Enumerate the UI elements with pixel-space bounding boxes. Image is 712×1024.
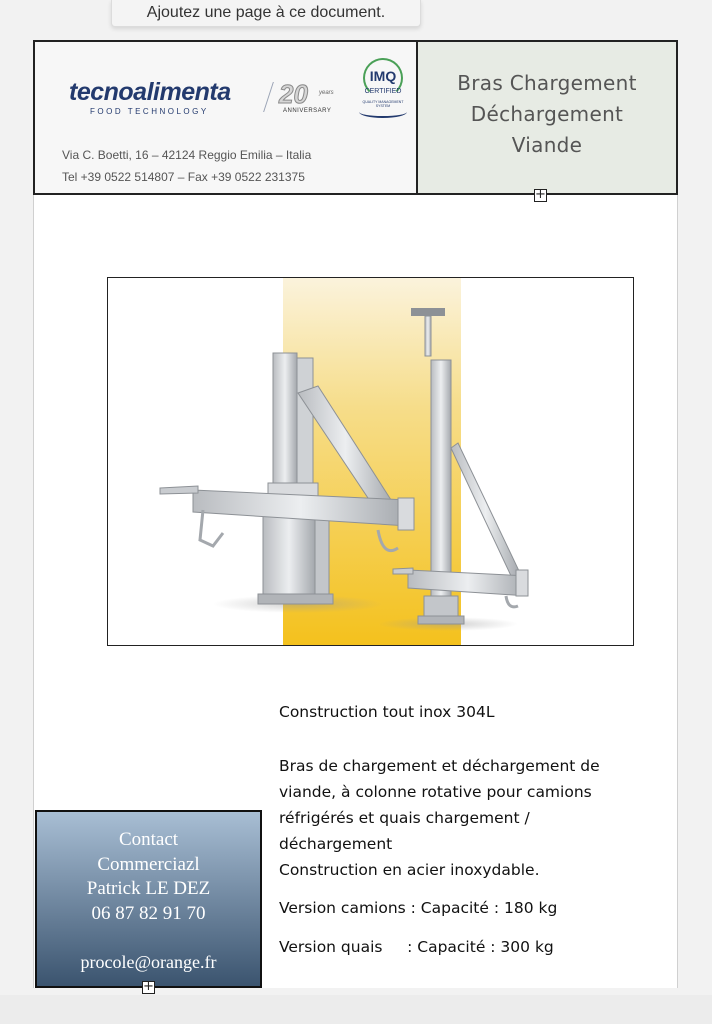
document-title-cell [418, 42, 676, 193]
window-footer [0, 995, 712, 1024]
description-line: réfrigérés et quais chargement / [279, 809, 530, 827]
imq-certified-logo [355, 56, 411, 118]
contact-name: Patrick LE DEZ [86, 878, 211, 899]
anniversary-label: ANNIVERSARY [283, 108, 332, 114]
description-line: déchargement [279, 835, 393, 853]
contact-email: procole@orange.fr [80, 952, 217, 972]
title-line-1: Bras Chargement [457, 71, 637, 95]
version-docks-capacity: Version quais : Capacité : 300 kg [279, 938, 554, 956]
description-line: viande, à colonne rotative pour camions [279, 783, 592, 801]
contact-box [35, 810, 262, 988]
version-trucks-capacity: Version camions : Capacité : 180 kg [279, 899, 558, 917]
imq-certified-label: CERTIFIED [364, 88, 402, 95]
contact-add-handle-icon[interactable]: + [143, 979, 154, 994]
header-logo-cell [35, 42, 418, 193]
loading-arm-illustration [108, 278, 634, 646]
title-line-3: Viande [511, 133, 583, 157]
add-page-tooltip: Ajoutez une page à ce document. [111, 0, 421, 27]
company-tagline: FOOD TECHNOLOGY [90, 107, 209, 116]
imq-detail: QUALITY MANAGEMENT SYSTEM [362, 100, 404, 108]
table-add-handle-icon[interactable]: + [535, 187, 546, 202]
description-line: Bras de chargement et déchargement de [279, 757, 600, 775]
anniversary-years: years [319, 90, 334, 96]
description-line: Construction en acier inoxydable. [279, 861, 540, 879]
contact-phone: 06 87 82 91 70 [91, 902, 206, 924]
header-table [33, 40, 678, 195]
construction-material: Construction tout inox 304L [279, 703, 495, 721]
imq-brand: IMQ [369, 68, 397, 84]
contact-line: Commerciazl [97, 853, 200, 875]
company-phone: Tel +39 0522 514807 – Fax +39 0522 231375 [62, 170, 305, 184]
product-description [279, 753, 659, 883]
company-address: Via C. Boetti, 16 – 42124 Reggio Emilia – Italia [62, 148, 312, 162]
contact-line: Contact [118, 829, 179, 850]
title-line-2: Déchargement [470, 102, 624, 126]
anniversary-number: 20 [279, 79, 308, 109]
imq-arc-icon [359, 106, 407, 118]
product-photo [107, 277, 634, 646]
logo-divider [263, 82, 274, 112]
company-logo: tecnoalimenta [69, 78, 231, 106]
